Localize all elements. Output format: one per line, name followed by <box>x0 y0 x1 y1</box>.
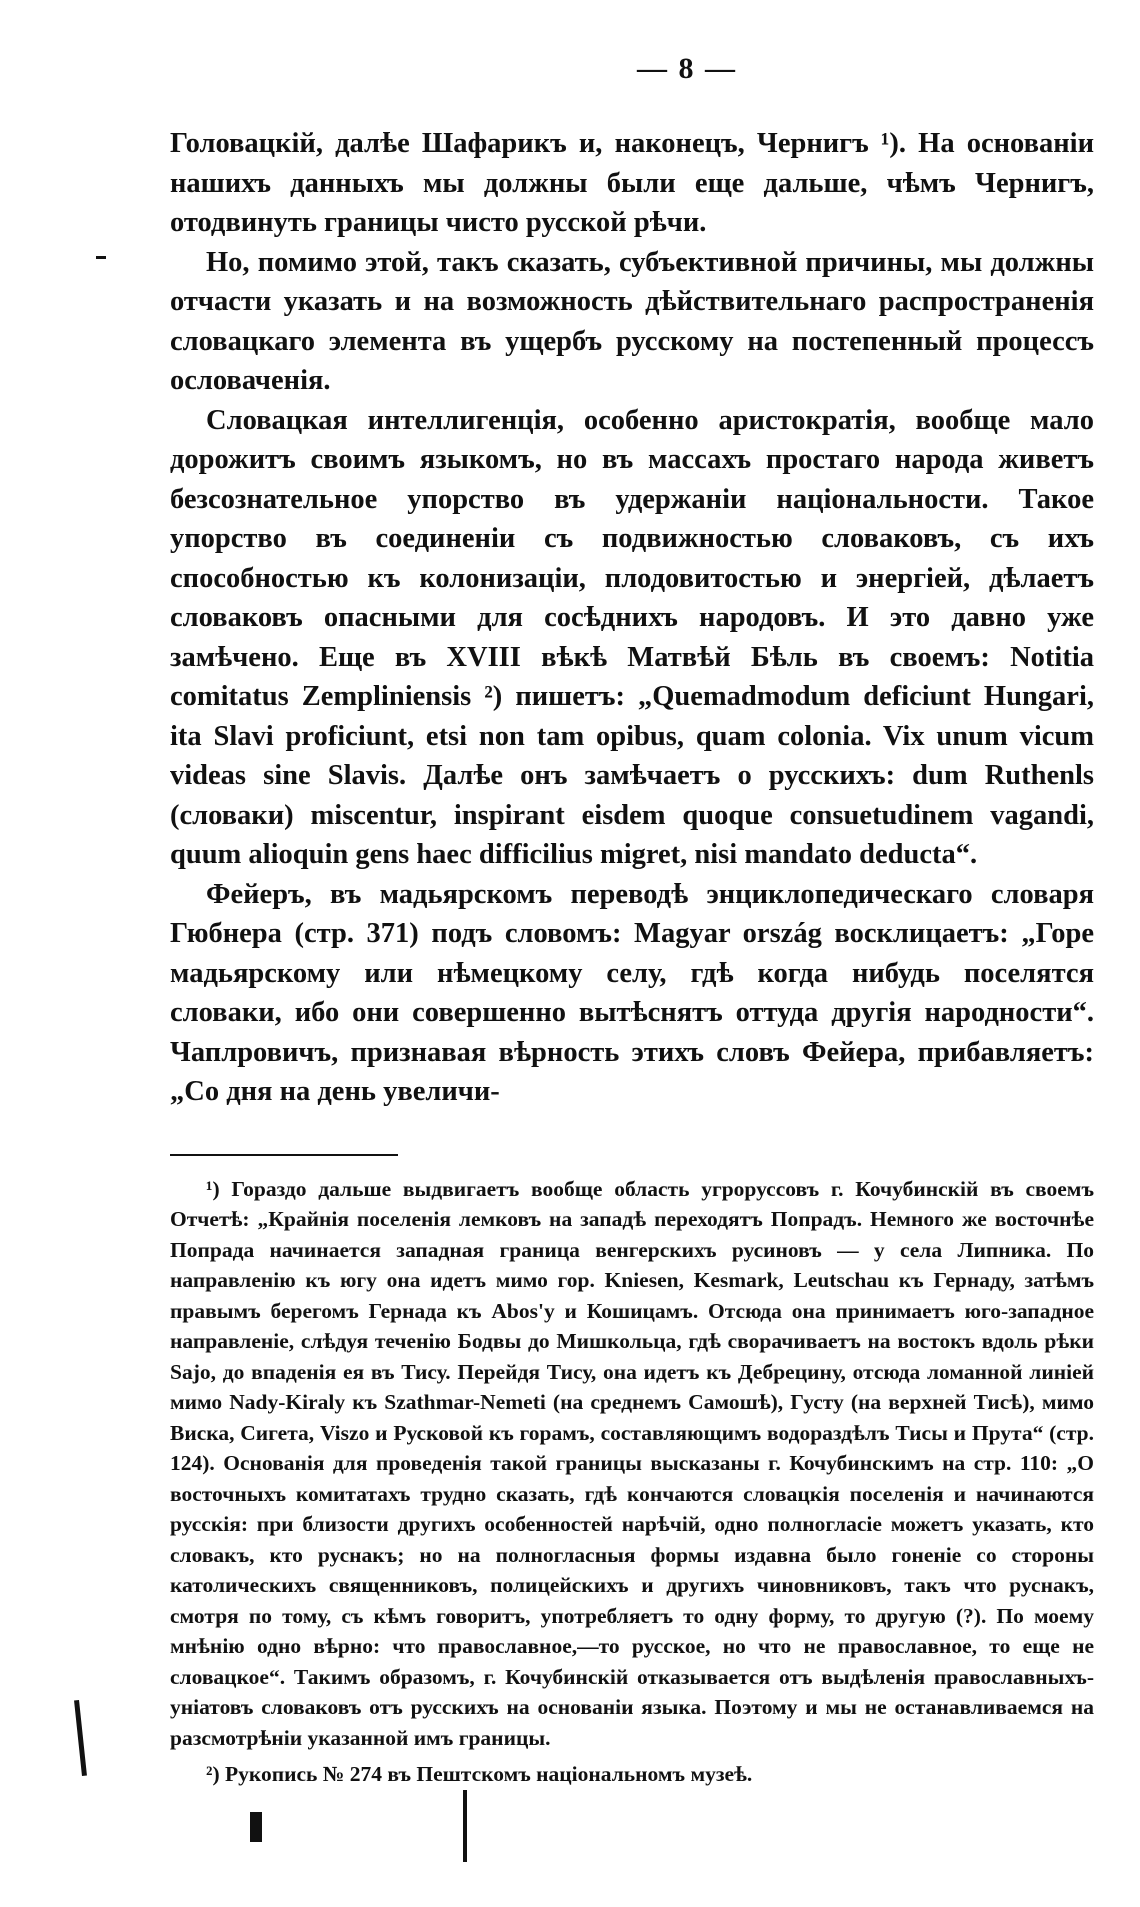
scan-vertical-mark-bottom <box>463 1790 467 1862</box>
page-number: — 8 — <box>637 52 737 85</box>
main-text <box>170 124 1094 1112</box>
footnote-divider <box>170 1154 398 1156</box>
paragraph-2: Но, помимо этой, такъ сказать, субъективной причины, мы должны отчасти указать и на возможность дѣйствительнаго распространенія словацкаго элемента въ ущербъ русскому на постепенный процессъ ословаченія. <box>170 246 1094 396</box>
paragraph-4: Фейеръ, въ мадьярскомъ переводѣ энциклопедическаго словаря Гюбнера (стр. 371) подъ словомъ: Magyar ország восклицаетъ: „Горе мадьярскому или нѣмецкому селу, гдѣ когда нибудь поселятся словаки, ибо они совершенно вытѣснятъ оттуда другія народности“. Чаплровичъ, признавая вѣрность этихъ словъ Фейера, прибавляетъ: „Со дня на день увеличи- <box>170 878 1094 1107</box>
footnote-2: ²) Рукопись № 274 въ Пештскомъ національномъ музеѣ. <box>206 1762 753 1786</box>
scan-dash-mark <box>96 256 106 259</box>
page <box>170 52 1094 1790</box>
scan-vertical-mark-left <box>74 1700 87 1776</box>
footnotes <box>170 1174 1094 1790</box>
paragraph-1: Головацкій, далѣе Шафарикъ и, наконецъ, Чернигъ ¹). На основаніи нашихъ данныхъ мы должны были еще дальше, чѣмъ Чернигъ, отодвинуть границы чисто русской рѣчи. <box>170 128 1094 238</box>
footnote-1: ¹) Гораздо дальше выдвигаетъ вообще область угроруссовъ г. Кочубинскій въ своемъ Отчетѣ: „Крайнія поселенія лемковъ на западѣ переходятъ Попрадъ. Немного же восточнѣе Попрада начинается западная граница венгерскихъ русиновъ — у села Липника. По направленію къ югу она идетъ мимо гор. Kniesen, Kesmark, Leutschau къ Гернаду, затѣмъ правымъ берегомъ Гернада къ Abos'у и Кошицамъ. Отсюда она принимаетъ юго-западное направленіе, слѣдуя теченію Бодвы до Мишкольца, гдѣ сворачиваетъ на востокъ вдоль рѣки Sajo, до впаденія ея въ Тису. Перейдя Тису, она идетъ къ Дебрецину, отсюда ломанной линіей мимо Nady-Kiraly къ Szathmar-Nemeti (на среднемъ Самошѣ), Густу (на верхней Тисѣ), мимо Виска, Сигета, Viszo и Русковой къ горамъ, составляющимъ водораздѣлъ Тисы и Прута“ (стр. 124). Основанія для проведенія такой границы высказаны г. Кочубинскимъ на стр. 110: „О восточныхъ комитатахъ трудно сказать, гдѣ кончаются словацкія поселенія и начинаются русскія: при близости другихъ особенностей нарѣчій, одно полногласіе можетъ указать, кто словакъ, кто руснакъ; но на полногласныя формы издавна было гоненіе со стороны католическихъ священниковъ, полицейскихъ и другихъ чиновниковъ, такъ что руснакъ, смотря по тому, съ кѣмъ говоритъ, употребляетъ то одну форму, то другую (?). По моему мнѣнію одно вѣрно: что православное,—то русское, но что не православное, то еще не словацкое“. Такимъ образомъ, г. Кочубинскій отказывается отъ выдѣленія православныхъ-уніатовъ словаковъ отъ русскихъ на основаніи языка. Поэтому и мы не останавливаемся на разсмотрѣніи указанной имъ границы. <box>170 1176 1094 1750</box>
scan-block-mark <box>250 1812 262 1842</box>
paragraph-3: Словацкая интеллигенція, особенно аристократія, вообще мало дорожитъ своимъ языкомъ, но въ массахъ простаго народа живетъ безсознательное упорство въ удержаніи національности. Такое упорство въ соединеніи съ подвижностью словаковъ, съ ихъ способностью къ колонизаціи, плодовитостью и энергіей, дѣлаетъ словаковъ опасными для сосѣднихъ народовъ. И это давно уже замѣчено. Еще въ XVIII вѣкѣ Матвѣй Бѣль въ своемъ: Notitia comitatus Zempliniensis ²) пишетъ: „Quemadmodum deficiunt Hungari, ita Slavi proficiunt, etsi non tam opibus, quam colonia. Vix unum vicum videas sine Slavis. Далѣе онъ замѣчаетъ о русскихъ: dum Ruthenls (словаки) miscentur, inspirant eisdem quoque consuetudinem vagandi, quum alioquin gens haec difficilius migret, nisi mandato deducta“. <box>170 404 1094 870</box>
